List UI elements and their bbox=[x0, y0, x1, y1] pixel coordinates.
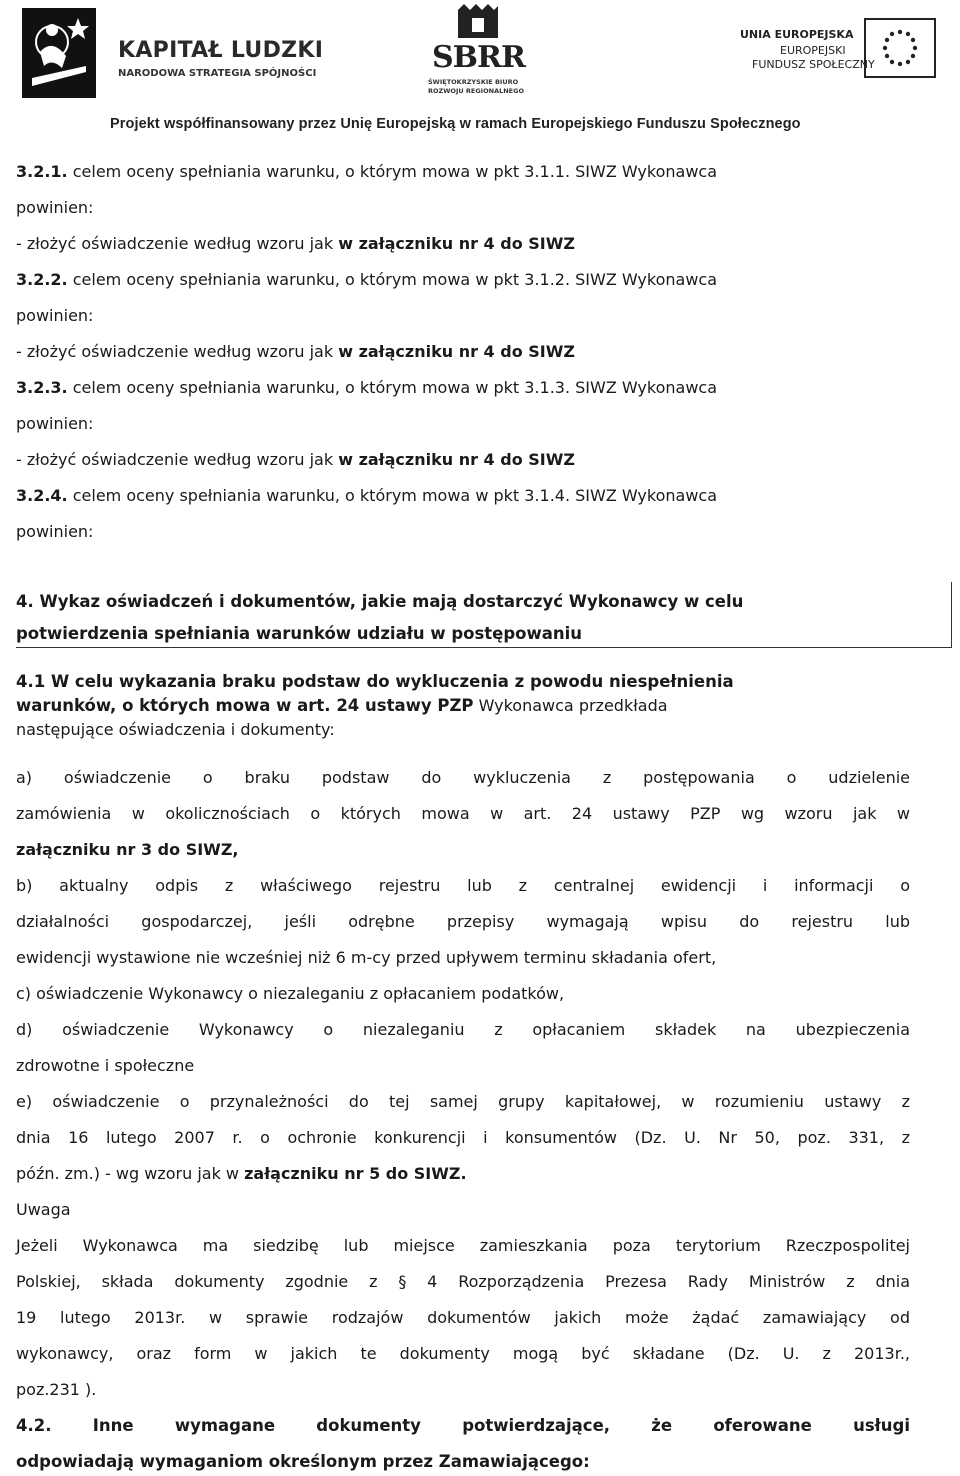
item-e-line-3-text: późn. zm.) - wg wzoru jak w bbox=[16, 1164, 245, 1183]
kapital-ludzki-title: KAPITAŁ LUDZKI bbox=[118, 38, 324, 63]
section-41-line-2-rest: Wykonawca przedkłada bbox=[473, 696, 668, 715]
item-a-line-3: załączniku nr 3 do SIWZ, bbox=[16, 840, 239, 859]
section-324-text: celem oceny spełniania warunku, o którym mowa w pkt 3.1.4. SIWZ Wykonawca bbox=[67, 486, 718, 505]
eu-logo bbox=[740, 18, 940, 88]
section-321-line-2: powinien: bbox=[16, 198, 94, 217]
item-e-attachment-ref: załączniku nr 5 do SIWZ. bbox=[244, 1164, 467, 1183]
item-b-line-3: ewidencji wystawione nie wcześniej niż 6 m-cy przed upływem terminu składania ofert, bbox=[16, 948, 717, 967]
section-41-line-2 bbox=[16, 696, 668, 716]
sbrr-emblem-icon bbox=[418, 4, 538, 44]
section-324-number: 3.2.4. bbox=[16, 486, 68, 505]
sbrr-subtitle-1: ŚWIĘTOKRZYSKIE BIURO bbox=[428, 78, 519, 86]
eu-line-2: EUROPEJSKI bbox=[780, 44, 846, 57]
note-line-3: 19 lutego 2013r. w sprawie rodzajów dokumentów jakich może żądać zamawiający od bbox=[16, 1308, 910, 1327]
section-41-line-1: 4.1 W celu wykazania braku podstaw do wykluczenia z powodu niespełnienia bbox=[16, 672, 734, 691]
section-323-text: celem oceny spełniania warunku, o którym mowa w pkt 3.1.3. SIWZ Wykonawca bbox=[67, 378, 718, 397]
section-323-attachment-ref: w załączniku nr 4 do SIWZ bbox=[338, 450, 575, 469]
section-4-heading-line-2: potwierdzenia spełniania warunków udziału w postępowaniu bbox=[16, 624, 583, 643]
section-323-line-3-text: - złożyć oświadczenie według wzoru jak bbox=[16, 450, 339, 469]
section-321-line-3 bbox=[16, 234, 575, 254]
section-322-number: 3.2.2. bbox=[16, 270, 68, 289]
section-321-number: 3.2.1. bbox=[16, 162, 68, 181]
section-321-line-3-text: - złożyć oświadczenie według wzoru jak bbox=[16, 234, 339, 253]
section-323-number: 3.2.3. bbox=[16, 378, 68, 397]
section-324-line-1 bbox=[16, 486, 717, 506]
item-b-line-1: b) aktualny odpis z właściwego rejestru lub z centralnej ewidencji i informacji o bbox=[16, 876, 910, 895]
note-line-4: wykonawcy, oraz form w jakich te dokumenty mogą być składane (Dz. U. z 2013r., bbox=[16, 1344, 910, 1363]
sbrr-subtitle-2: ROZWOJU REGIONALNEGO bbox=[428, 87, 524, 95]
note-heading: Uwaga bbox=[16, 1200, 71, 1219]
item-b-line-2: działalności gospodarczej, jeśli odrębne przepisy wymagają wpisu do rejestru lub bbox=[16, 912, 910, 931]
section-42-line-1: 4.2. Inne wymagane dokumenty potwierdzające, że oferowane usługi bbox=[16, 1416, 910, 1435]
note-line-5: poz.231 ). bbox=[16, 1380, 97, 1399]
item-e-line-3 bbox=[16, 1164, 467, 1184]
kapital-ludzki-logo bbox=[22, 8, 322, 98]
section-4-heading-line-1: 4. Wykaz oświadczeń i dokumentów, jakie mają dostarczyć Wykonawcy w celu bbox=[16, 592, 744, 611]
section-323-line-2: powinien: bbox=[16, 414, 94, 433]
header-caption: Projekt współfinansowany przez Unię Europejską w ramach Europejskiego Funduszu Społecznego bbox=[110, 116, 801, 132]
item-d-line-1: d) oświadczenie Wykonawcy o niezaleganiu z opłacaniem składek na ubezpieczenia bbox=[16, 1020, 910, 1039]
eu-flag-icon bbox=[864, 18, 936, 78]
section-322-line-2: powinien: bbox=[16, 306, 94, 325]
section-41-line-2-bold: warunków, o których mowa w art. 24 ustawy PZP bbox=[16, 696, 474, 715]
section-322-line-3 bbox=[16, 342, 575, 362]
section-321-attachment-ref: w załączniku nr 4 do SIWZ bbox=[338, 234, 575, 253]
section-321-text: celem oceny spełniania warunku, o którym mowa w pkt 3.1.1. SIWZ Wykonawca bbox=[67, 162, 718, 181]
sbrr-title: SBRR bbox=[432, 40, 525, 75]
note-line-2: Polskiej, składa dokumenty zgodnie z § 4 Rozporządzenia Prezesa Rady Ministrów z dnia bbox=[16, 1272, 910, 1291]
section-324-line-2: powinien: bbox=[16, 522, 94, 541]
section-321-line-1 bbox=[16, 162, 717, 182]
section-322-line-1 bbox=[16, 270, 717, 290]
section-322-text: celem oceny spełniania warunku, o którym mowa w pkt 3.1.2. SIWZ Wykonawca bbox=[67, 270, 718, 289]
note-line-1: Jeżeli Wykonawca ma siedzibę lub miejsce zamieszkania poza terytorium Rzeczpospolitej bbox=[16, 1236, 910, 1255]
item-c-line-1: c) oświadczenie Wykonawcy o niezaleganiu z opłacaniem podatków, bbox=[16, 984, 565, 1003]
section-322-attachment-ref: w załączniku nr 4 do SIWZ bbox=[338, 342, 575, 361]
section-41-line-3: następujące oświadczenia i dokumenty: bbox=[16, 720, 335, 739]
eu-line-1: UNIA EUROPEJSKA bbox=[740, 28, 854, 41]
item-e-line-1: e) oświadczenie o przynależności do tej samej grupy kapitałowej, w rozumieniu ustawy z bbox=[16, 1092, 910, 1111]
eu-line-3: FUNDUSZ SPOŁECZNY bbox=[752, 58, 875, 71]
item-e-line-2: dnia 16 lutego 2007 r. o ochronie konkurencji i konsumentów (Dz. U. Nr 50, poz. 331, z bbox=[16, 1128, 910, 1147]
section-322-line-3-text: - złożyć oświadczenie według wzoru jak bbox=[16, 342, 339, 361]
section-323-line-3 bbox=[16, 450, 575, 470]
section-42-line-2: odpowiadają wymaganiom określonym przez Zamawiającego: bbox=[16, 1452, 590, 1471]
kapital-ludzki-badge-icon bbox=[22, 8, 96, 98]
item-a-line-2: zamówienia w okolicznościach o których mowa w art. 24 ustawy PZP wg wzoru jak w bbox=[16, 804, 910, 823]
sbrr-logo bbox=[418, 4, 538, 100]
section-323-line-1 bbox=[16, 378, 717, 398]
item-a-line-1: a) oświadczenie o braku podstaw do wykluczenia z postępowania o udzielenie bbox=[16, 768, 910, 787]
kapital-ludzki-subtitle: NARODOWA STRATEGIA SPÓJNOŚCI bbox=[118, 68, 317, 79]
item-d-line-2: zdrowotne i społeczne bbox=[16, 1056, 195, 1075]
page-header bbox=[0, 0, 960, 140]
